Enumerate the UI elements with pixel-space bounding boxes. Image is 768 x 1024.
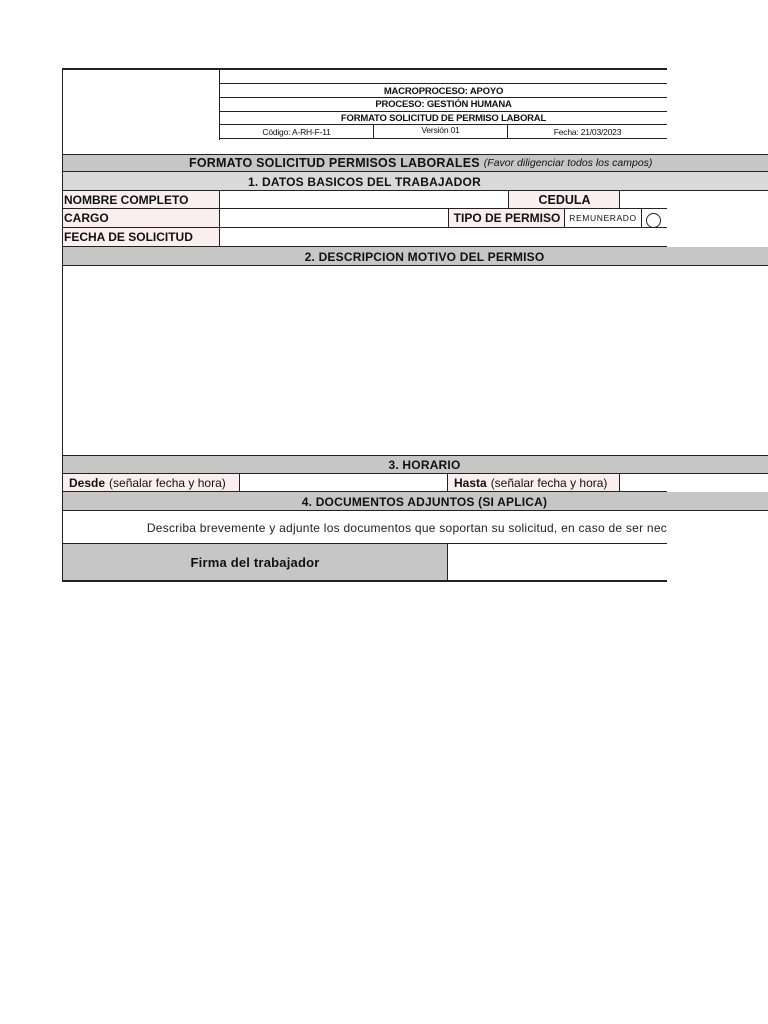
form-title: [189, 154, 652, 172]
desde-label-cell: [62, 474, 240, 492]
cedula-input[interactable]: [620, 191, 667, 209]
form-title-note: (Favor diligenciar todos los campos): [483, 157, 653, 169]
header-formato: FORMATO SOLICITUD DE PERMISO LABORAL: [220, 112, 667, 125]
form-title-main: FORMATO SOLICITUD PERMISOS LABORALES: [189, 156, 480, 170]
documentos-instruction: Describa brevemente y adjunte los documentos que soportan su solicitud, en caso de ser nec: [146, 520, 667, 535]
tipo-permiso-label: TIPO DE PERMISO: [448, 209, 565, 228]
logo-cell: [63, 70, 220, 140]
firma-label-cell: [62, 544, 448, 582]
section2-title: 2. DESCRIPCION MOTIVO DEL PERMISO: [304, 249, 545, 264]
header-version: Versión 01: [374, 125, 508, 139]
option-remunerado-cell: [642, 209, 667, 228]
desde-label: Desde: [69, 475, 106, 490]
section1-title: 1. DATOS BASICOS DEL TRABAJADOR: [248, 174, 481, 189]
desde-hint: (señalar fecha y hora): [109, 475, 226, 490]
fecha-solicitud-input[interactable]: [220, 228, 667, 247]
cedula-label: CEDULA: [508, 191, 620, 209]
desde-input[interactable]: [240, 474, 448, 492]
fecha-solicitud-label: FECHA DE SOLICITUD: [62, 228, 220, 247]
firma-input[interactable]: [448, 544, 667, 582]
header-proceso: PROCESO: GESTIÓN HUMANA: [220, 98, 667, 112]
section3-title: 3. HORARIO: [388, 457, 461, 472]
cargo-label: CARGO: [62, 209, 220, 228]
nombre-input[interactable]: [220, 191, 508, 209]
hasta-label: Hasta: [454, 475, 487, 490]
motivo-textarea[interactable]: [62, 266, 667, 456]
hasta-input[interactable]: [620, 474, 667, 492]
option-remunerado-label: REMUNERADO: [565, 209, 642, 228]
header-fecha: Fecha: 21/03/2023: [508, 125, 667, 139]
header-macroproceso: MACROPROCESO: APOYO: [220, 84, 667, 98]
hasta-hint: (señalar fecha y hora): [490, 475, 608, 490]
header-spacer: [62, 140, 667, 154]
section4-title: 4. DOCUMENTOS ADJUNTOS (SI APLICA): [301, 494, 548, 509]
nombre-label: NOMBRE COMPLETO: [62, 191, 220, 209]
header-codigo: Código: A-RH-F-11: [220, 125, 374, 139]
hasta-label-cell: [448, 474, 620, 492]
header-row-empty: [220, 70, 667, 84]
firma-label: Firma del trabajador: [190, 554, 320, 570]
cargo-input[interactable]: [220, 209, 448, 228]
